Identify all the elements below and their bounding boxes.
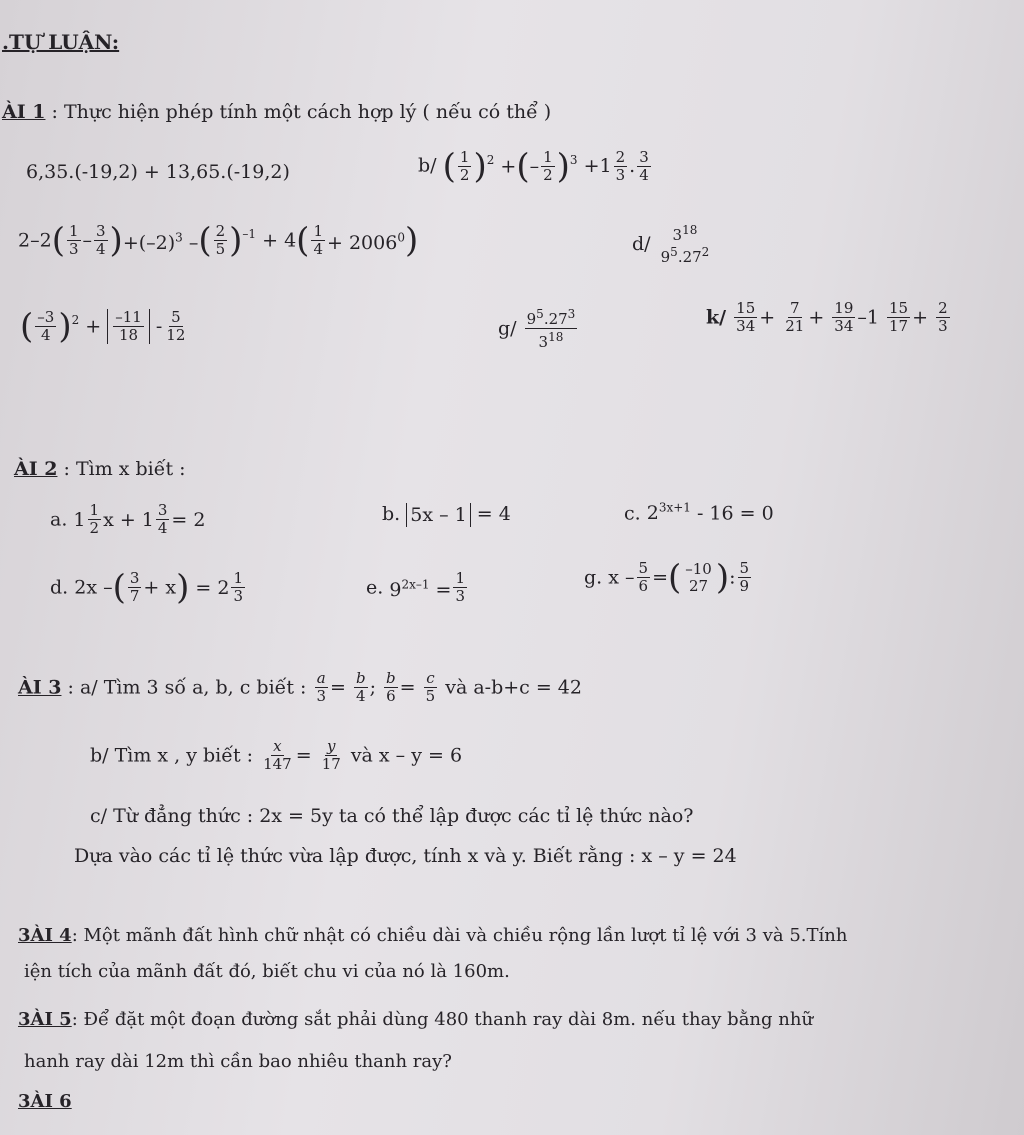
bai2-b: b. 5x – 1 = 4 [382, 503, 511, 526]
bai3-a: ÀI 3 : a/ Tìm 3 số a, b, c biết : $\frac{a}{3}$ = $\frac{b}{4}$ ; $\frac{b}{6}$ = $\frac{c}{5}$ và a-b+c = 42 [18, 669, 582, 705]
bai4-line2: iện tích của mãnh đất đó, biết chu vi của nó là 160m. [24, 961, 510, 982]
bai3-label: ÀI 3 [18, 676, 62, 699]
bai2-g: g. x – $\frac{5}{6}$ =( –10 27 ): $\frac{5}{9}$ [584, 557, 750, 598]
bai3-c: c/ Từ đẳng thức : 2x = 5y ta có thể lập được các tỉ lệ thức nào? [90, 805, 694, 827]
bai5-line2: hanh ray dài 12m thì cần bao nhiêu thanh ray? [24, 1051, 452, 1072]
bai2-a: a. 1 $\frac{1}{2}$ x + 1 $\frac{3}{4}$ = 2 [50, 501, 206, 537]
bai2-c: c. $2^{3x+1} - 16 = 0$ [624, 501, 774, 525]
bai3-b: b/ Tìm x , y biết : $\frac{x}{147}$ = $\frac{y}{17}$ và x – y = 6 [90, 737, 463, 773]
bai2-heading [14, 457, 186, 481]
bai4-label: 3ÀI 4 [18, 925, 72, 946]
bai1-c: 2–2( $\frac{1}{3}$ – $\frac{3}{4}$ )$+(-2)^3$ –( $\frac{2}{5}$ )$^{-1}$ + 4( $\frac{1}{4}$ + $2006^0$) [18, 220, 419, 261]
bai1-e: ( $\frac{-3}{4}$ )$^2$ + $\frac{-11}{18}$ - $\frac{5}{12}$ [20, 306, 186, 347]
bai1-a: 6,35.(-19,2) + 13,65.(-19,2) [26, 161, 290, 183]
bai1-k: k/ $\frac{15}{34}$ + $\frac{7}{21}$ + $\frac{19}{34}$ –1 $\frac{15}{17}$ + $\frac{2}{3}$ [706, 299, 948, 335]
bai2-d: d. 2x –( $\frac{3}{7}$ + x) = 2 $\frac{1}{3}$ [50, 567, 244, 608]
bai4: 3ÀI 4: Một mãnh đất hình chữ nhật có chiều dài và chiều rộng lần lượt tỉ lệ với 3 và 5.Tính [18, 925, 848, 946]
bai5: 3ÀI 5: Để đặt một đoạn đường sắt phải dùng 480 thanh ray dài 8m. nếu thay bằng nhữ [18, 1009, 814, 1030]
bai1-b: b/ ( $\frac{1}{2}$ )$^2$ +(– $\frac{1}{2}$ )$^3$ +1 $\frac{2}{3}$ . $\frac{3}{4}$ [418, 146, 649, 187]
bai5-label: 3ÀI 5 [18, 1009, 72, 1030]
bai1-heading [2, 100, 551, 124]
bai2-label: ÀI 2 [14, 458, 58, 480]
bai3-c2: Dựa vào các tỉ lệ thức vừa lập được, tính x và y. Biết rằng : x – y = 24 [74, 845, 737, 867]
bai1-instruction: : Thực hiện phép tính một cách hợp lý ( nếu có thể ) [51, 101, 552, 123]
bai6-label: 3ÀI 6 [18, 1091, 72, 1112]
bai1-d: d/ $3^{18}$ $9^5.27^2$ [632, 223, 710, 266]
bai2-e: e. $9^{2x-1}$ = $\frac{1}{3}$ [366, 569, 465, 605]
bai1-g: g/ $\frac{9^5.27^3}{3^{18}}$ [498, 307, 576, 351]
bai2-instruction: : Tìm x biết : [63, 458, 186, 480]
section-title: .TỰ LUẬN: [2, 30, 120, 54]
bai1-label: ÀI 1 [2, 101, 46, 123]
